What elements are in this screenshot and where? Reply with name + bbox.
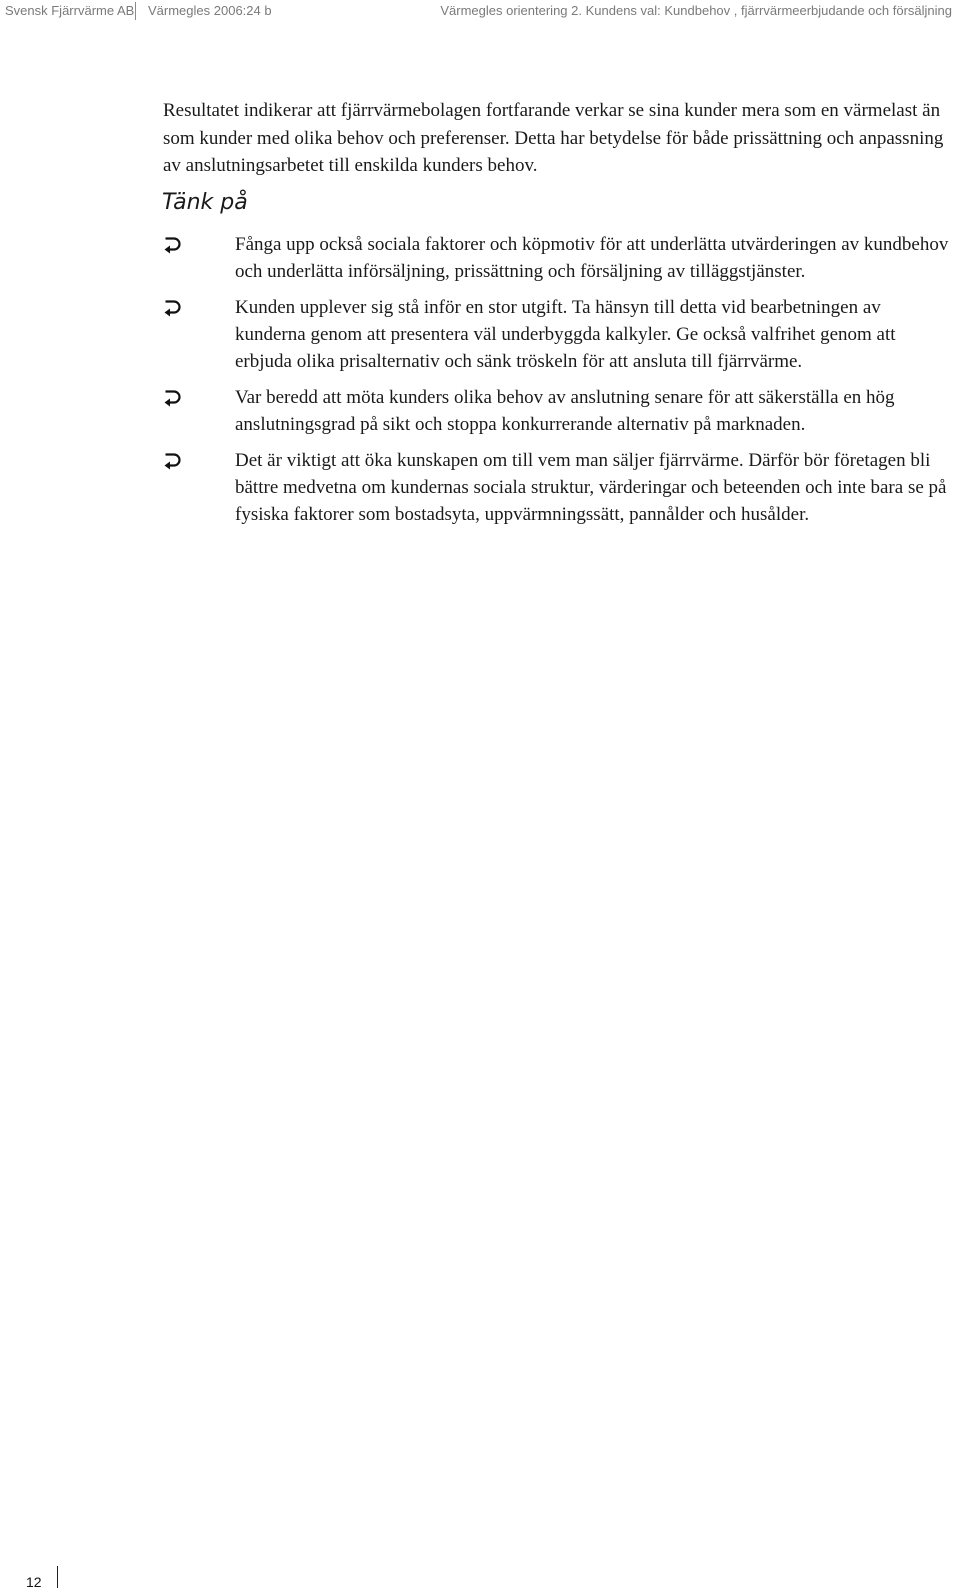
header-report-code: Värmegles 2006:24 b [148, 3, 272, 18]
footer-divider [57, 1566, 58, 1588]
tip-item [163, 231, 953, 285]
curved-arrow-right-icon [163, 387, 187, 407]
curved-arrow-right-icon [163, 450, 187, 470]
header-divider [135, 2, 136, 20]
curved-arrow-right-icon [163, 297, 187, 317]
tips-list [163, 231, 953, 537]
section-heading: Tänk på [162, 190, 248, 215]
header-organization: Svensk Fjärrvärme AB [5, 3, 135, 18]
tip-item [163, 294, 953, 375]
tip-text: Kunden upplever sig stå inför en stor utgift. Ta hänsyn till detta vid bearbetningen av kunderna genom att presentera väl underbyggda kalkyler. Ge också valfrihet genom att erbjuda olika prisalternativ och sänk tröskeln för att ansluta till fjärrvärme. [235, 297, 896, 372]
page-number: 12 [26, 1574, 42, 1590]
tip-text: Det är viktigt att öka kunskapen om till vem man säljer fjärrvärme. Därför bör företagen bli bättre medvetna om kundernas sociala struktur, värderingar och beteenden och inte bara se på fysiska faktorer som bostadsyta, uppvärmningssätt, pannålder och husålder. [235, 450, 947, 525]
tip-item [163, 447, 953, 528]
curved-arrow-right-icon [163, 234, 187, 254]
tip-text: Var beredd att möta kunders olika behov av anslutning senare för att säkerställa en hög anslutningsgrad på sikt och stoppa konkurrerande alternativ på marknaden. [235, 387, 895, 435]
page-header [0, 0, 960, 26]
tip-text: Fånga upp också sociala faktorer och köpmotiv för att underlätta utvärderingen av kundbehov och underlätta införsäljning, prissättning och försäljning av tilläggstjänster. [235, 234, 949, 282]
intro-paragraph: Resultatet indikerar att fjärrvärmebolagen fortfarande verkar se sina kunder mera som en värmelast än som kunder med olika behov och preferenser. Detta har betydelse för både prissättning och anpassning av anslutningsarbetet till enskilda kunders behov. [163, 100, 944, 176]
tip-item [163, 384, 953, 438]
header-chapter-title: Värmegles orientering 2. Kundens val: Kundbehov , fjärrvärmeerbjudande och försäljning [440, 3, 952, 18]
